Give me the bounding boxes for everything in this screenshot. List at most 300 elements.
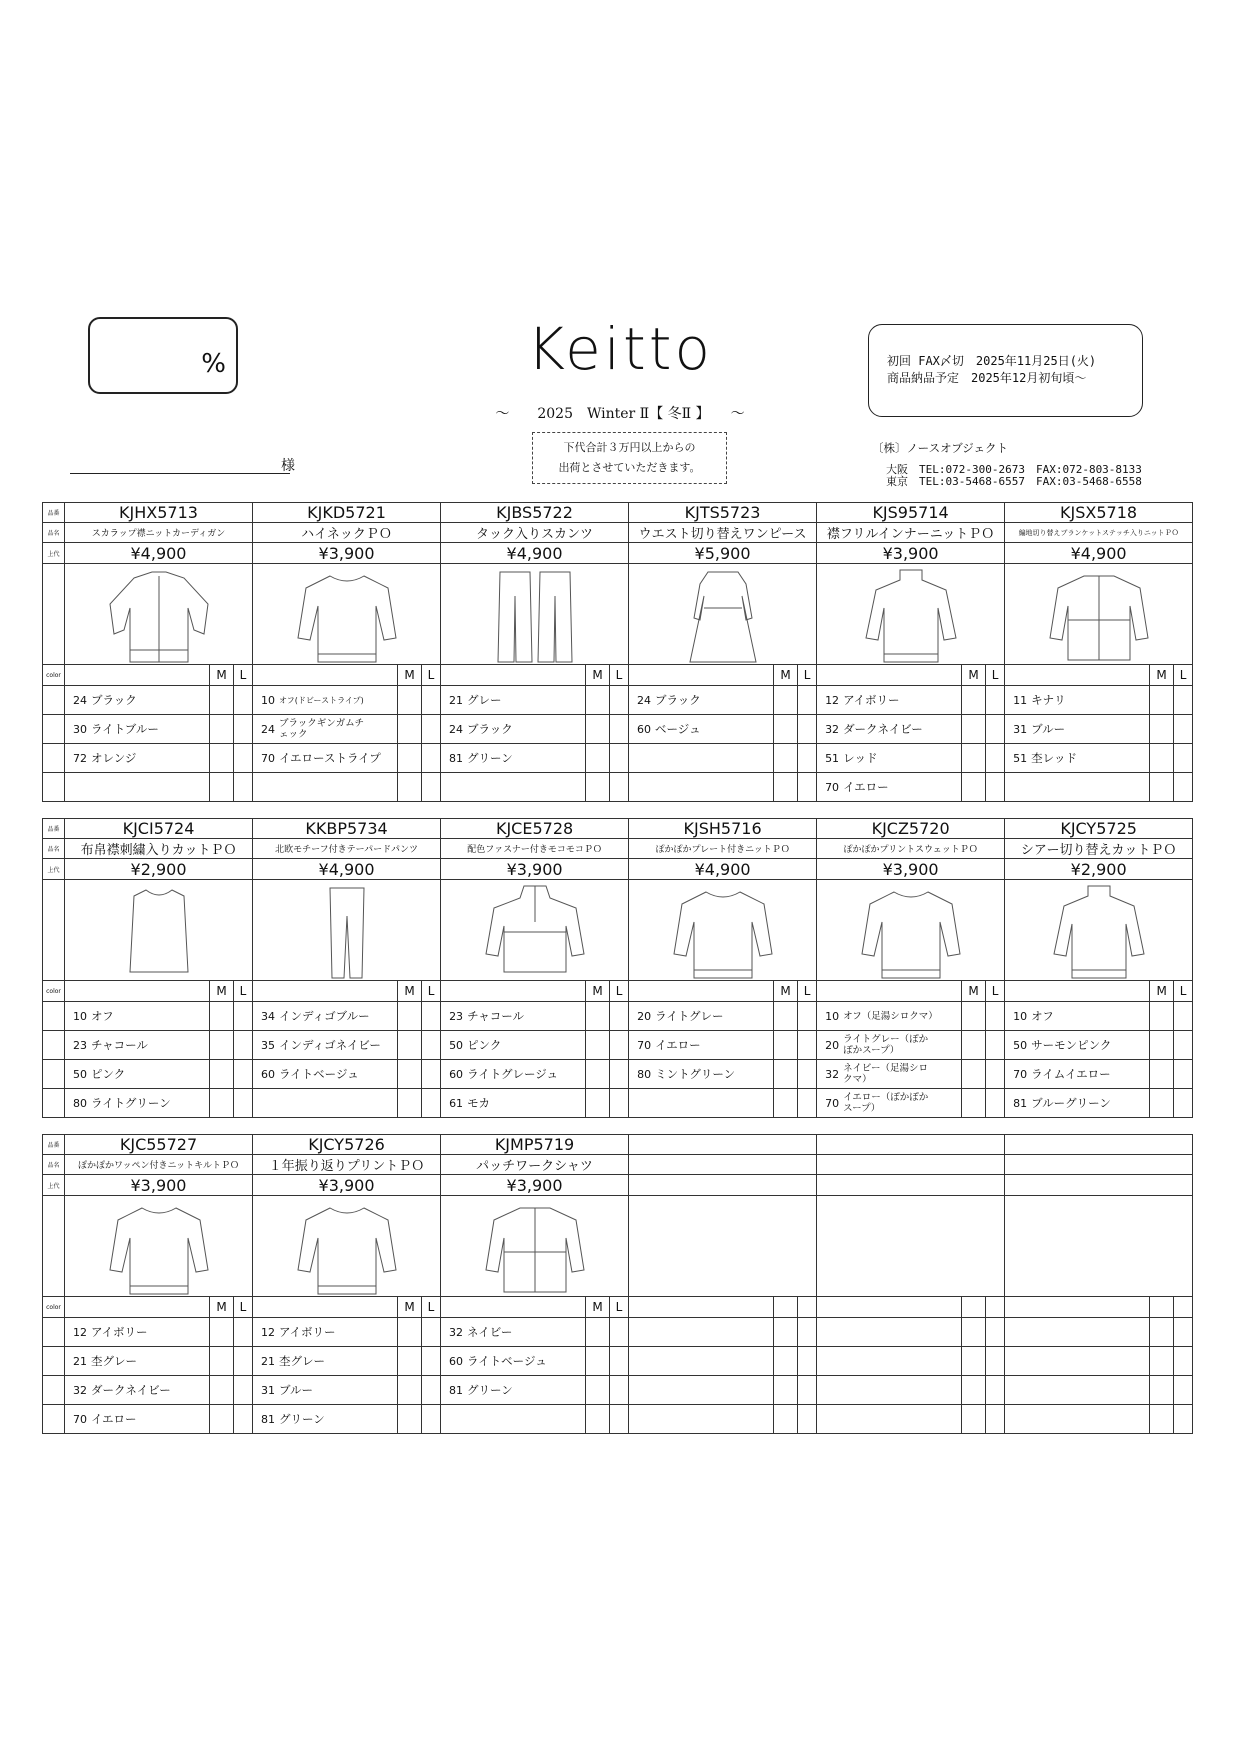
color-row-label bbox=[43, 1031, 65, 1060]
qty-m-input[interactable] bbox=[586, 1318, 610, 1347]
garment-sketch-icon bbox=[292, 882, 402, 980]
garment-sketch-icon bbox=[104, 566, 214, 664]
product-name: 布帛襟刺繍入りカットＰＯ bbox=[65, 839, 253, 859]
product-image bbox=[629, 564, 817, 665]
qty-l-input[interactable] bbox=[986, 1089, 1005, 1118]
size-l-header: L bbox=[798, 981, 817, 1002]
qty-l-input[interactable] bbox=[422, 1002, 441, 1031]
product-name bbox=[1005, 1155, 1193, 1175]
color-option bbox=[1005, 1031, 1150, 1060]
size-l-header: L bbox=[422, 981, 441, 1002]
size-l-header: L bbox=[422, 1297, 441, 1318]
qty-l-input[interactable] bbox=[798, 1318, 817, 1347]
row-label-name: 品名 bbox=[43, 523, 65, 543]
qty-l-input[interactable] bbox=[610, 773, 629, 802]
qty-m-input[interactable] bbox=[398, 773, 422, 802]
color-option bbox=[817, 1031, 962, 1060]
qty-m-input[interactable] bbox=[210, 744, 234, 773]
qty-m-input[interactable] bbox=[398, 744, 422, 773]
color-option bbox=[441, 1002, 586, 1031]
qty-l-input[interactable] bbox=[234, 686, 253, 715]
qty-l-input[interactable] bbox=[986, 1376, 1005, 1405]
color-option bbox=[441, 1405, 586, 1434]
qty-l-input[interactable] bbox=[1174, 1318, 1193, 1347]
color-name: アイボリー bbox=[91, 1325, 148, 1339]
qty-m-input[interactable] bbox=[586, 1089, 610, 1118]
qty-m-input[interactable] bbox=[774, 1031, 798, 1060]
product-name: ウエスト切り替えワンピース bbox=[629, 523, 817, 543]
color-option bbox=[817, 1002, 962, 1031]
qty-m-input[interactable] bbox=[774, 1318, 798, 1347]
color-code: 32 bbox=[449, 1326, 464, 1339]
qty-l-input[interactable] bbox=[422, 1347, 441, 1376]
qty-m-input[interactable] bbox=[962, 1089, 986, 1118]
qty-m-input[interactable] bbox=[774, 773, 798, 802]
qty-m-input[interactable] bbox=[1150, 686, 1174, 715]
qty-m-input[interactable] bbox=[210, 1347, 234, 1376]
qty-l-input[interactable] bbox=[234, 1031, 253, 1060]
qty-m-input[interactable] bbox=[962, 1060, 986, 1089]
color-option bbox=[65, 1031, 210, 1060]
color-option bbox=[629, 744, 774, 773]
qty-m-input[interactable] bbox=[962, 1405, 986, 1434]
product-image bbox=[441, 1196, 629, 1297]
color-code: 12 bbox=[825, 694, 840, 707]
product-code: KJHX5713 bbox=[65, 503, 253, 523]
qty-l-input[interactable] bbox=[234, 773, 253, 802]
qty-l-input[interactable] bbox=[234, 1089, 253, 1118]
qty-m-input[interactable] bbox=[586, 686, 610, 715]
color-option bbox=[65, 1347, 210, 1376]
color-name: グレー bbox=[467, 693, 502, 707]
qty-l-input[interactable] bbox=[610, 744, 629, 773]
qty-m-input[interactable] bbox=[1150, 1405, 1174, 1434]
color-option bbox=[629, 1089, 774, 1118]
qty-l-input[interactable] bbox=[986, 715, 1005, 744]
percent-sign: % bbox=[201, 349, 226, 379]
product-image bbox=[65, 564, 253, 665]
color-code: 60 bbox=[637, 723, 652, 736]
product-price: ¥4,900 bbox=[65, 543, 253, 564]
color-code: 50 bbox=[449, 1039, 464, 1052]
qty-l-input[interactable] bbox=[422, 1089, 441, 1118]
qty-m-input[interactable] bbox=[774, 686, 798, 715]
qty-m-input[interactable] bbox=[210, 715, 234, 744]
color-name: ブラック bbox=[655, 693, 701, 707]
color-name: アイボリー bbox=[279, 1325, 336, 1339]
qty-l-input[interactable] bbox=[798, 1089, 817, 1118]
color-option bbox=[253, 1376, 398, 1405]
customer-name-field[interactable] bbox=[70, 457, 295, 474]
color-option bbox=[817, 1405, 962, 1434]
size-l-header: L bbox=[610, 1297, 629, 1318]
qty-m-input[interactable] bbox=[586, 1376, 610, 1405]
customer-suffix: 様 bbox=[281, 458, 295, 474]
row-label-price: 上代 bbox=[43, 1175, 65, 1196]
qty-m-input[interactable] bbox=[962, 715, 986, 744]
size-m-header: M bbox=[586, 1297, 610, 1318]
qty-l-input[interactable] bbox=[986, 1060, 1005, 1089]
size-header-blank bbox=[65, 1297, 210, 1318]
qty-l-input[interactable] bbox=[610, 1405, 629, 1434]
qty-m-input[interactable] bbox=[210, 1060, 234, 1089]
qty-l-input[interactable] bbox=[610, 686, 629, 715]
color-name: ダークネイビー bbox=[843, 722, 923, 736]
qty-m-input[interactable] bbox=[210, 1405, 234, 1434]
qty-l-input[interactable] bbox=[422, 1376, 441, 1405]
product-image bbox=[817, 880, 1005, 981]
product-price: ¥3,900 bbox=[441, 859, 629, 880]
row-label-name: 品名 bbox=[43, 1155, 65, 1175]
color-name: 杢グレー bbox=[91, 1354, 137, 1368]
deadline-line-2: 商品納品予定 2025年12月初旬頃～ bbox=[887, 371, 1087, 385]
product-price: ¥3,900 bbox=[817, 543, 1005, 564]
qty-l-input[interactable] bbox=[422, 686, 441, 715]
product-name: ぽかぽかワッペン付きニットキルトＰＯ bbox=[65, 1155, 253, 1175]
color-name: ライトブルー bbox=[91, 722, 159, 736]
qty-m-input[interactable] bbox=[586, 744, 610, 773]
color-code: 70 bbox=[261, 752, 275, 765]
qty-l-input[interactable] bbox=[798, 715, 817, 744]
qty-m-input[interactable] bbox=[398, 1060, 422, 1089]
qty-l-input[interactable] bbox=[234, 1060, 253, 1089]
color-code: 70 bbox=[825, 1096, 840, 1110]
color-option bbox=[817, 686, 962, 715]
qty-l-input[interactable] bbox=[610, 1002, 629, 1031]
color-code: 23 bbox=[449, 1010, 464, 1023]
qty-l-input[interactable] bbox=[986, 744, 1005, 773]
color-name: ライムイエロー bbox=[1031, 1067, 1111, 1081]
color-option bbox=[253, 686, 398, 715]
office-contacts bbox=[886, 464, 1142, 488]
color-code: 24 bbox=[449, 723, 464, 736]
qty-m-input[interactable] bbox=[586, 1031, 610, 1060]
color-option bbox=[65, 1376, 210, 1405]
qty-m-input[interactable] bbox=[586, 1060, 610, 1089]
product-code: KJKD5721 bbox=[253, 503, 441, 523]
qty-l-input[interactable] bbox=[422, 773, 441, 802]
qty-m-input[interactable] bbox=[210, 1002, 234, 1031]
qty-m-input[interactable] bbox=[1150, 1089, 1174, 1118]
color-code: 10 bbox=[261, 694, 275, 707]
size-header-blank bbox=[629, 1297, 774, 1318]
size-m-header: M bbox=[774, 665, 798, 686]
color-name: ライトグリーン bbox=[91, 1096, 171, 1110]
qty-m-input[interactable] bbox=[774, 1376, 798, 1405]
color-option bbox=[441, 1376, 586, 1405]
color-code: 21 bbox=[261, 1355, 275, 1368]
qty-l-input[interactable] bbox=[798, 1405, 817, 1434]
qty-m-input[interactable] bbox=[774, 1347, 798, 1376]
color-option bbox=[817, 1089, 962, 1118]
qty-m-input[interactable] bbox=[398, 1002, 422, 1031]
qty-l-input[interactable] bbox=[234, 1376, 253, 1405]
product-code bbox=[1005, 1135, 1193, 1155]
color-code: 12 bbox=[73, 1326, 87, 1339]
qty-l-input[interactable] bbox=[1174, 1031, 1193, 1060]
product-name: スカラップ襟ニットカーディガン bbox=[65, 523, 253, 543]
product-price: ¥3,900 bbox=[65, 1175, 253, 1196]
product-image bbox=[629, 880, 817, 981]
qty-m-input[interactable] bbox=[398, 1318, 422, 1347]
qty-l-input[interactable] bbox=[798, 773, 817, 802]
note-line-2: 出荷とさせていただきます。 bbox=[558, 461, 701, 474]
color-name: イエロー bbox=[91, 1412, 137, 1426]
color-option bbox=[253, 1405, 398, 1434]
size-header-blank bbox=[253, 1297, 398, 1318]
qty-l-input[interactable] bbox=[610, 715, 629, 744]
qty-m-input[interactable] bbox=[1150, 1060, 1174, 1089]
color-name: ライトグレー（ぽかぽかスープ） bbox=[843, 1034, 929, 1056]
qty-l-input[interactable] bbox=[422, 1318, 441, 1347]
color-row-label bbox=[43, 744, 65, 773]
size-header-blank bbox=[441, 665, 586, 686]
color-name: サーモンピンク bbox=[1031, 1038, 1112, 1052]
qty-l-input[interactable] bbox=[798, 1347, 817, 1376]
color-name: ブルー bbox=[279, 1383, 314, 1397]
qty-l-input[interactable] bbox=[1174, 715, 1193, 744]
color-name: レッド bbox=[843, 751, 878, 765]
qty-l-input[interactable] bbox=[798, 744, 817, 773]
qty-m-input[interactable] bbox=[398, 686, 422, 715]
qty-l-input[interactable] bbox=[986, 686, 1005, 715]
qty-l-input[interactable] bbox=[234, 1318, 253, 1347]
qty-l-input[interactable] bbox=[610, 1376, 629, 1405]
qty-l-input[interactable] bbox=[234, 1347, 253, 1376]
qty-m-input[interactable] bbox=[398, 1376, 422, 1405]
qty-m-input[interactable] bbox=[774, 1405, 798, 1434]
qty-m-input[interactable] bbox=[962, 773, 986, 802]
product-name: シアー切り替えカットＰＯ bbox=[1005, 839, 1193, 859]
size-m-header: M bbox=[586, 981, 610, 1002]
qty-l-input[interactable] bbox=[234, 1405, 253, 1434]
qty-m-input[interactable] bbox=[586, 1405, 610, 1434]
color-option bbox=[441, 773, 586, 802]
qty-m-input[interactable] bbox=[586, 1347, 610, 1376]
qty-m-input[interactable] bbox=[962, 1347, 986, 1376]
color-code: 81 bbox=[449, 752, 464, 765]
product-code: KJCI5724 bbox=[65, 819, 253, 839]
qty-l-input[interactable] bbox=[234, 744, 253, 773]
color-code: 21 bbox=[449, 694, 464, 707]
qty-l-input[interactable] bbox=[986, 1318, 1005, 1347]
product-price: ¥4,900 bbox=[1005, 543, 1193, 564]
qty-l-input[interactable] bbox=[986, 773, 1005, 802]
product-code bbox=[817, 1135, 1005, 1155]
qty-m-input[interactable] bbox=[1150, 1347, 1174, 1376]
qty-m-input[interactable] bbox=[774, 1060, 798, 1089]
size-cell-blank bbox=[774, 1297, 798, 1318]
qty-m-input[interactable] bbox=[962, 744, 986, 773]
qty-m-input[interactable] bbox=[1150, 773, 1174, 802]
color-code: 31 bbox=[261, 1384, 275, 1397]
qty-l-input[interactable] bbox=[1174, 1347, 1193, 1376]
qty-l-input[interactable] bbox=[1174, 686, 1193, 715]
color-name: ライトグレー bbox=[655, 1009, 724, 1023]
color-name: イエローストライプ bbox=[279, 751, 381, 765]
qty-m-input[interactable] bbox=[1150, 1002, 1174, 1031]
color-code: 10 bbox=[825, 1010, 840, 1023]
qty-l-input[interactable] bbox=[986, 1405, 1005, 1434]
qty-l-input[interactable] bbox=[610, 1318, 629, 1347]
qty-m-input[interactable] bbox=[962, 686, 986, 715]
product-name: 襟フリルインナーニットＰＯ bbox=[817, 523, 1005, 543]
color-option bbox=[65, 686, 210, 715]
qty-m-input[interactable] bbox=[962, 1318, 986, 1347]
qty-l-input[interactable] bbox=[1174, 1089, 1193, 1118]
color-name: オフ(ドビーストライプ) bbox=[279, 696, 364, 705]
qty-m-input[interactable] bbox=[586, 773, 610, 802]
qty-l-input[interactable] bbox=[798, 1002, 817, 1031]
color-name: ライトベージュ bbox=[279, 1067, 359, 1081]
qty-m-input[interactable] bbox=[962, 1376, 986, 1405]
qty-m-input[interactable] bbox=[398, 1405, 422, 1434]
qty-m-input[interactable] bbox=[210, 1031, 234, 1060]
color-option bbox=[65, 744, 210, 773]
qty-m-input[interactable] bbox=[1150, 1376, 1174, 1405]
qty-l-input[interactable] bbox=[1174, 773, 1193, 802]
qty-l-input[interactable] bbox=[986, 1002, 1005, 1031]
qty-m-input[interactable] bbox=[774, 1002, 798, 1031]
product-name: ハイネックＰＯ bbox=[253, 523, 441, 543]
garment-sketch-icon bbox=[480, 1198, 590, 1296]
product-image bbox=[817, 564, 1005, 665]
qty-l-input[interactable] bbox=[234, 1002, 253, 1031]
qty-m-input[interactable] bbox=[962, 1031, 986, 1060]
color-code: 24 bbox=[261, 722, 275, 736]
qty-m-input[interactable] bbox=[398, 715, 422, 744]
color-code: 81 bbox=[449, 1384, 464, 1397]
qty-m-input[interactable] bbox=[1150, 1318, 1174, 1347]
qty-m-input[interactable] bbox=[398, 1089, 422, 1118]
product-code: KKBP5734 bbox=[253, 819, 441, 839]
row-label-image bbox=[43, 564, 65, 665]
qty-l-input[interactable] bbox=[610, 1089, 629, 1118]
qty-l-input[interactable] bbox=[422, 1405, 441, 1434]
color-row-label bbox=[43, 1347, 65, 1376]
qty-l-input[interactable] bbox=[1174, 744, 1193, 773]
qty-l-input[interactable] bbox=[798, 1376, 817, 1405]
qty-m-input[interactable] bbox=[398, 1347, 422, 1376]
color-option bbox=[1005, 744, 1150, 773]
qty-l-input[interactable] bbox=[422, 1031, 441, 1060]
size-m-header: M bbox=[398, 981, 422, 1002]
qty-m-input[interactable] bbox=[1150, 715, 1174, 744]
color-name: グリーン bbox=[467, 1383, 513, 1397]
qty-m-input[interactable] bbox=[1150, 1031, 1174, 1060]
qty-l-input[interactable] bbox=[986, 1031, 1005, 1060]
size-cell-blank bbox=[962, 1297, 986, 1318]
product-name: 編地切り替えブランケットステッチ入りニットＰＯ bbox=[1005, 523, 1193, 543]
size-cell-blank bbox=[986, 1297, 1005, 1318]
minimum-order-note bbox=[532, 432, 727, 484]
product-price: ¥3,900 bbox=[253, 1175, 441, 1196]
qty-m-input[interactable] bbox=[1150, 744, 1174, 773]
color-option bbox=[1005, 1376, 1150, 1405]
color-option bbox=[629, 715, 774, 744]
qty-m-input[interactable] bbox=[398, 1031, 422, 1060]
product-code: KJS95714 bbox=[817, 503, 1005, 523]
row-label-code: 品番 bbox=[43, 1135, 65, 1155]
qty-l-input[interactable] bbox=[798, 1031, 817, 1060]
qty-m-input[interactable] bbox=[962, 1002, 986, 1031]
color-option bbox=[65, 1318, 210, 1347]
color-row-label bbox=[43, 1318, 65, 1347]
product-code: KJCZ5720 bbox=[817, 819, 1005, 839]
qty-m-input[interactable] bbox=[210, 1089, 234, 1118]
qty-l-input[interactable] bbox=[234, 715, 253, 744]
product-table bbox=[42, 1134, 1193, 1434]
qty-m-input[interactable] bbox=[210, 1318, 234, 1347]
size-m-header: M bbox=[398, 1297, 422, 1318]
qty-l-input[interactable] bbox=[610, 1347, 629, 1376]
qty-l-input[interactable] bbox=[986, 1347, 1005, 1376]
color-option bbox=[253, 1089, 398, 1118]
qty-m-input[interactable] bbox=[210, 686, 234, 715]
size-header-blank bbox=[1005, 981, 1150, 1002]
product-name: 北欧モチーフ付きテーパードパンツ bbox=[253, 839, 441, 859]
color-code: 72 bbox=[73, 752, 87, 765]
qty-l-input[interactable] bbox=[422, 744, 441, 773]
product-price bbox=[629, 1175, 817, 1196]
row-label-price: 上代 bbox=[43, 543, 65, 564]
qty-m-input[interactable] bbox=[774, 744, 798, 773]
color-row-label bbox=[43, 1089, 65, 1118]
qty-l-input[interactable] bbox=[798, 686, 817, 715]
qty-m-input[interactable] bbox=[210, 1376, 234, 1405]
size-m-header: M bbox=[210, 981, 234, 1002]
color-option bbox=[65, 1002, 210, 1031]
qty-l-input[interactable] bbox=[422, 715, 441, 744]
qty-l-input[interactable] bbox=[610, 1060, 629, 1089]
product-name: ぽかぽかプレート付きニットＰＯ bbox=[629, 839, 817, 859]
color-row-label bbox=[43, 1002, 65, 1031]
color-code: 32 bbox=[825, 723, 840, 736]
color-option bbox=[1005, 1318, 1150, 1347]
product-price: ¥2,900 bbox=[1005, 859, 1193, 880]
qty-l-input[interactable] bbox=[1174, 1376, 1193, 1405]
color-option bbox=[253, 1002, 398, 1031]
qty-m-input[interactable] bbox=[774, 1089, 798, 1118]
color-code: 60 bbox=[261, 1068, 276, 1081]
qty-m-input[interactable] bbox=[774, 715, 798, 744]
color-option bbox=[1005, 1060, 1150, 1089]
qty-m-input[interactable] bbox=[586, 1002, 610, 1031]
color-option bbox=[629, 1318, 774, 1347]
garment-sketch-icon bbox=[1044, 882, 1154, 980]
product-name: 配色ファスナー付きモコモコＰＯ bbox=[441, 839, 629, 859]
color-name: キナリ bbox=[1031, 693, 1066, 707]
qty-l-input[interactable] bbox=[1174, 1002, 1193, 1031]
color-option bbox=[441, 1031, 586, 1060]
color-name: インディゴネイビー bbox=[279, 1038, 381, 1052]
color-row-label bbox=[43, 1060, 65, 1089]
color-option bbox=[817, 1060, 962, 1089]
qty-l-input[interactable] bbox=[1174, 1405, 1193, 1434]
qty-l-input[interactable] bbox=[422, 1060, 441, 1089]
color-option bbox=[253, 1318, 398, 1347]
size-l-header: L bbox=[234, 665, 253, 686]
qty-l-input[interactable] bbox=[610, 1031, 629, 1060]
qty-m-input[interactable] bbox=[210, 773, 234, 802]
qty-l-input[interactable] bbox=[1174, 1060, 1193, 1089]
color-option bbox=[253, 715, 398, 744]
qty-l-input[interactable] bbox=[798, 1060, 817, 1089]
qty-m-input[interactable] bbox=[586, 715, 610, 744]
product-image bbox=[1005, 880, 1193, 981]
color-option bbox=[629, 773, 774, 802]
product-image bbox=[253, 880, 441, 981]
